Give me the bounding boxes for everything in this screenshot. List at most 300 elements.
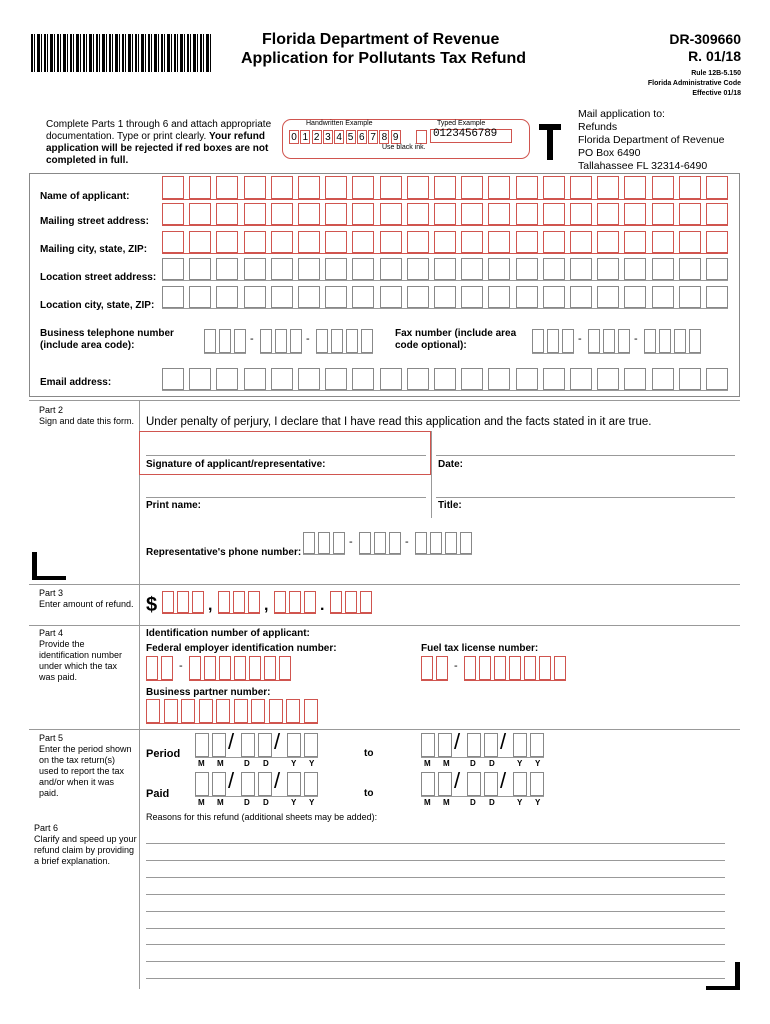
char-box[interactable]: [189, 258, 211, 280]
char-box[interactable]: [316, 329, 328, 353]
handwritten-example-label: Handwritten Example: [306, 120, 373, 127]
char-box[interactable]: [706, 203, 728, 225]
char-box[interactable]: [290, 329, 302, 353]
char-box[interactable]: [162, 176, 184, 199]
char-box[interactable]: [706, 258, 728, 280]
char-box[interactable]: [570, 258, 592, 280]
char-box[interactable]: [562, 329, 574, 353]
char-box[interactable]: [461, 286, 483, 308]
char-box[interactable]: [524, 656, 536, 680]
char-box[interactable]: [271, 368, 293, 390]
date-slash: /: [454, 729, 461, 754]
date-digit-box[interactable]: [530, 733, 544, 757]
char-box[interactable]: [624, 203, 646, 225]
char-box[interactable]: [181, 699, 195, 723]
part3-top-rule: [29, 584, 740, 585]
date-digit-box[interactable]: [484, 772, 498, 796]
char-box[interactable]: [539, 656, 551, 680]
char-box[interactable]: [464, 656, 476, 680]
char-box[interactable]: [516, 176, 538, 199]
char-box[interactable]: [331, 329, 343, 353]
char-box[interactable]: [275, 329, 287, 353]
char-box[interactable]: [162, 258, 184, 280]
char-box[interactable]: [624, 231, 646, 253]
char-box[interactable]: [570, 368, 592, 390]
char-box[interactable]: [421, 656, 433, 680]
char-box[interactable]: [679, 176, 701, 199]
fein-label: Federal employer identification number:: [146, 643, 337, 654]
handwritten-digit: 7: [368, 130, 378, 144]
date-digit-box[interactable]: [513, 733, 527, 757]
char-box[interactable]: [279, 656, 291, 680]
mail-line4: Tallahassee FL 32314-6490: [578, 160, 708, 172]
char-box[interactable]: [597, 176, 619, 199]
char-box[interactable]: [269, 699, 283, 723]
char-box[interactable]: [162, 231, 184, 253]
date-digit-box[interactable]: [195, 733, 209, 757]
box-baseline: [588, 353, 630, 354]
reason-line[interactable]: [146, 860, 725, 861]
char-box[interactable]: [644, 329, 656, 353]
reason-line[interactable]: [146, 961, 725, 962]
date-digit-box[interactable]: [438, 772, 452, 796]
char-box[interactable]: [547, 329, 559, 353]
char-box[interactable]: [216, 286, 238, 308]
date-slash: /: [454, 768, 461, 793]
char-box[interactable]: [161, 656, 173, 680]
char-box[interactable]: [177, 591, 189, 613]
reason-line[interactable]: [146, 911, 725, 912]
char-box[interactable]: [216, 368, 238, 390]
char-box[interactable]: [706, 231, 728, 253]
char-box[interactable]: [244, 231, 266, 253]
char-box[interactable]: [570, 176, 592, 199]
char-box[interactable]: [189, 368, 211, 390]
char-box[interactable]: [434, 286, 456, 308]
char-box[interactable]: [516, 231, 538, 253]
part5-sub4: and/or when it was: [39, 777, 115, 787]
char-box[interactable]: [516, 368, 538, 390]
char-box[interactable]: [298, 258, 320, 280]
char-box[interactable]: [380, 231, 402, 253]
date-digit-box[interactable]: [241, 772, 255, 796]
char-box[interactable]: [244, 258, 266, 280]
char-box[interactable]: [461, 258, 483, 280]
char-box[interactable]: [597, 203, 619, 225]
reason-line[interactable]: [146, 928, 725, 929]
char-box[interactable]: [461, 176, 483, 199]
char-box[interactable]: [434, 368, 456, 390]
reason-line[interactable]: [146, 978, 725, 979]
char-box[interactable]: [706, 368, 728, 390]
part5-title: Part 5: [39, 733, 64, 743]
box-baseline: [162, 280, 728, 281]
char-box[interactable]: [603, 329, 615, 353]
char-box[interactable]: [233, 591, 245, 613]
char-box[interactable]: [624, 368, 646, 390]
date-digit-box[interactable]: [513, 772, 527, 796]
box-baseline: [260, 353, 302, 354]
date-digit-box[interactable]: [241, 733, 255, 757]
char-box[interactable]: [234, 656, 246, 680]
char-box[interactable]: [516, 258, 538, 280]
char-box[interactable]: [325, 231, 347, 253]
char-box[interactable]: [461, 368, 483, 390]
char-box[interactable]: [407, 368, 429, 390]
char-box[interactable]: [345, 591, 357, 613]
char-box[interactable]: [674, 329, 686, 353]
char-box[interactable]: [689, 329, 701, 353]
date-slash: /: [228, 729, 235, 754]
reason-line[interactable]: [146, 894, 725, 895]
char-box[interactable]: [352, 203, 374, 225]
char-box[interactable]: [516, 286, 538, 308]
date-digit-box[interactable]: [258, 733, 272, 757]
char-box[interactable]: [509, 656, 521, 680]
date-digit-box[interactable]: [421, 772, 435, 796]
char-box[interactable]: [189, 176, 211, 199]
char-box[interactable]: [488, 258, 510, 280]
part6-title: Part 6: [34, 823, 59, 833]
box-baseline: [162, 253, 728, 254]
date-format-label: Y: [291, 759, 297, 768]
char-box[interactable]: [543, 203, 565, 225]
dash: -: [578, 333, 582, 345]
char-box[interactable]: [706, 286, 728, 308]
char-box[interactable]: [430, 532, 442, 554]
date-digit-box[interactable]: [484, 733, 498, 757]
char-box[interactable]: [380, 176, 402, 199]
char-box[interactable]: [352, 258, 374, 280]
char-box[interactable]: [260, 329, 272, 353]
char-box[interactable]: [516, 203, 538, 225]
date-format-label: Y: [309, 759, 315, 768]
char-box[interactable]: [164, 699, 178, 723]
dash: -: [634, 333, 638, 345]
char-box[interactable]: [298, 176, 320, 199]
char-box[interactable]: [624, 176, 646, 199]
box-baseline: [303, 554, 345, 555]
char-box[interactable]: [488, 176, 510, 199]
char-box[interactable]: [304, 699, 318, 723]
char-box[interactable]: [189, 286, 211, 308]
char-box[interactable]: [189, 203, 211, 225]
char-box[interactable]: [679, 368, 701, 390]
char-box[interactable]: [570, 203, 592, 225]
date-format-label: D: [244, 759, 250, 768]
period-to: to: [364, 748, 374, 759]
reason-line[interactable]: [146, 843, 725, 844]
handwritten-digit: 3: [323, 130, 333, 144]
char-box[interactable]: [189, 656, 201, 680]
date-digit-box[interactable]: [287, 733, 301, 757]
box-baseline: [146, 680, 173, 681]
char-box[interactable]: [286, 699, 300, 723]
phone-label-line1: Business telephone number: [40, 328, 174, 339]
char-box[interactable]: [488, 286, 510, 308]
date-format-label: M: [198, 798, 205, 807]
char-box[interactable]: [543, 286, 565, 308]
char-box[interactable]: [298, 203, 320, 225]
print-name-label: Print name:: [146, 500, 202, 511]
char-box[interactable]: [325, 258, 347, 280]
date-slash: /: [228, 768, 235, 793]
char-box[interactable]: [162, 368, 184, 390]
char-box[interactable]: [415, 532, 427, 554]
handwritten-digit: 5: [346, 130, 356, 144]
char-box[interactable]: [445, 532, 457, 554]
part4-sub4: was paid.: [39, 672, 78, 682]
char-box[interactable]: [264, 656, 276, 680]
char-box[interactable]: [652, 231, 674, 253]
signature-label: Signature of applicant/representative:: [146, 459, 326, 470]
dash: -: [306, 333, 310, 345]
char-box[interactable]: [271, 203, 293, 225]
char-box[interactable]: [359, 532, 371, 554]
char-box[interactable]: [271, 286, 293, 308]
char-box[interactable]: [488, 203, 510, 225]
char-box[interactable]: [216, 699, 230, 723]
form-title-line2: Application for Pollutants Tax Refund: [241, 50, 527, 67]
part2-subtitle: Sign and date this form.: [39, 416, 135, 426]
char-box[interactable]: [219, 656, 231, 680]
char-box[interactable]: [652, 368, 674, 390]
ink-note: Use black ink.: [382, 144, 426, 151]
char-box[interactable]: [333, 532, 345, 554]
decimal-point: .: [320, 597, 325, 614]
box-baseline: [195, 796, 318, 797]
char-box[interactable]: [298, 231, 320, 253]
instructions-line4: completed in full.: [46, 155, 129, 166]
char-box[interactable]: [659, 329, 671, 353]
char-box[interactable]: [325, 176, 347, 199]
char-box[interactable]: [380, 258, 402, 280]
date-slash: /: [500, 729, 507, 754]
char-box[interactable]: [543, 231, 565, 253]
handwritten-digit: 1: [300, 130, 310, 144]
print-name-line[interactable]: [146, 497, 426, 498]
char-box[interactable]: [407, 203, 429, 225]
char-box[interactable]: [488, 368, 510, 390]
typed-example-box-empty: [416, 130, 427, 144]
box-baseline: [644, 353, 701, 354]
date-format-label: Y: [535, 798, 541, 807]
part5-sub5: paid.: [39, 788, 59, 798]
barcode: [31, 34, 213, 72]
char-box[interactable]: [380, 203, 402, 225]
char-box[interactable]: [248, 591, 260, 613]
period-label: Period: [146, 748, 181, 760]
char-box[interactable]: [597, 231, 619, 253]
char-box[interactable]: [407, 258, 429, 280]
char-box[interactable]: [543, 368, 565, 390]
char-box[interactable]: [234, 329, 246, 353]
date-digit-box[interactable]: [258, 772, 272, 796]
char-box[interactable]: [380, 286, 402, 308]
char-box[interactable]: [271, 231, 293, 253]
char-box[interactable]: [219, 329, 231, 353]
char-box[interactable]: [570, 286, 592, 308]
char-box[interactable]: [330, 591, 342, 613]
date-digit-box[interactable]: [438, 733, 452, 757]
char-box[interactable]: [325, 368, 347, 390]
char-box[interactable]: [380, 368, 402, 390]
char-box[interactable]: [216, 231, 238, 253]
char-box[interactable]: [298, 286, 320, 308]
form-revision: R. 01/18: [688, 48, 741, 64]
char-box[interactable]: [216, 258, 238, 280]
char-box[interactable]: [479, 656, 491, 680]
char-box[interactable]: [652, 286, 674, 308]
char-box[interactable]: [216, 176, 238, 199]
char-box[interactable]: [407, 231, 429, 253]
char-box[interactable]: [679, 231, 701, 253]
char-box[interactable]: [407, 176, 429, 199]
date-format-label: Y: [309, 798, 315, 807]
char-box[interactable]: [192, 591, 204, 613]
fax-label-line1: Fax number (include area: [395, 328, 517, 339]
char-box[interactable]: [271, 176, 293, 199]
char-box[interactable]: [570, 231, 592, 253]
char-box[interactable]: [244, 286, 266, 308]
title-line[interactable]: [436, 497, 735, 498]
box-baseline: [162, 308, 728, 309]
char-box[interactable]: [436, 656, 448, 680]
char-box[interactable]: [461, 231, 483, 253]
char-box[interactable]: [679, 203, 701, 225]
char-box[interactable]: [597, 368, 619, 390]
char-box[interactable]: [554, 656, 566, 680]
char-box[interactable]: [618, 329, 630, 353]
fuel-license-label: Fuel tax license number:: [421, 643, 539, 654]
char-box[interactable]: [434, 176, 456, 199]
char-box[interactable]: [588, 329, 600, 353]
part4-top-rule: [29, 625, 740, 626]
char-box[interactable]: [289, 591, 301, 613]
char-box[interactable]: [652, 176, 674, 199]
date-digit-box[interactable]: [467, 772, 481, 796]
date-digit-box[interactable]: [467, 733, 481, 757]
char-box[interactable]: [461, 203, 483, 225]
char-box[interactable]: [652, 258, 674, 280]
form-title-line1: Florida Department of Revenue: [262, 31, 500, 48]
reason-line[interactable]: [146, 877, 725, 878]
date-digit-box[interactable]: [304, 772, 318, 796]
char-box[interactable]: [460, 532, 472, 554]
char-box[interactable]: [360, 591, 372, 613]
signature-line[interactable]: [146, 455, 426, 456]
box-baseline: [330, 613, 372, 614]
reason-line[interactable]: [146, 944, 725, 945]
char-box[interactable]: [204, 656, 216, 680]
char-box[interactable]: [303, 532, 315, 554]
paid-to: to: [364, 788, 374, 799]
char-box[interactable]: [251, 699, 265, 723]
char-box[interactable]: [271, 258, 293, 280]
part3-title: Part 3: [39, 588, 64, 598]
char-box[interactable]: [244, 203, 266, 225]
char-box[interactable]: [543, 176, 565, 199]
part3-divider: [139, 584, 140, 625]
char-box[interactable]: [434, 203, 456, 225]
char-box[interactable]: [352, 286, 374, 308]
char-box[interactable]: [488, 231, 510, 253]
char-box[interactable]: [434, 258, 456, 280]
char-box[interactable]: [624, 286, 646, 308]
char-box[interactable]: [244, 176, 266, 199]
char-box[interactable]: [244, 368, 266, 390]
corner-mark-bottom-foot: [706, 986, 740, 990]
char-box[interactable]: [146, 656, 158, 680]
char-box[interactable]: [352, 176, 374, 199]
char-box[interactable]: [597, 286, 619, 308]
char-box[interactable]: [652, 203, 674, 225]
date-line[interactable]: [436, 455, 735, 456]
char-box[interactable]: [325, 286, 347, 308]
char-box[interactable]: [361, 329, 373, 353]
handwritten-digit: 6: [357, 130, 367, 144]
char-box[interactable]: [234, 699, 248, 723]
char-box[interactable]: [597, 258, 619, 280]
char-box[interactable]: [679, 286, 701, 308]
char-box[interactable]: [249, 656, 261, 680]
instructions-line2: documentation. Type or print clearly. Your refund: [46, 131, 265, 142]
char-box[interactable]: [706, 176, 728, 199]
char-box[interactable]: [189, 231, 211, 253]
part4-divider: [139, 625, 140, 729]
comma: ,: [208, 597, 213, 614]
char-box[interactable]: [199, 699, 213, 723]
char-box[interactable]: [352, 231, 374, 253]
char-box[interactable]: [389, 532, 401, 554]
date-digit-box[interactable]: [421, 733, 435, 757]
char-box[interactable]: [374, 532, 386, 554]
char-box[interactable]: [318, 532, 330, 554]
char-box[interactable]: [216, 203, 238, 225]
char-box[interactable]: [162, 286, 184, 308]
part5-sub2: on the tax return(s): [39, 755, 116, 765]
date-digit-box[interactable]: [287, 772, 301, 796]
date-digit-box[interactable]: [304, 733, 318, 757]
char-box[interactable]: [407, 286, 429, 308]
char-box[interactable]: [298, 368, 320, 390]
date-digit-box[interactable]: [530, 772, 544, 796]
date-digit-box[interactable]: [195, 772, 209, 796]
char-box[interactable]: [494, 656, 506, 680]
char-box[interactable]: [325, 203, 347, 225]
box-baseline: [415, 554, 472, 555]
char-box[interactable]: [162, 591, 174, 613]
char-box[interactable]: [434, 231, 456, 253]
date-digit-box[interactable]: [212, 772, 226, 796]
char-box[interactable]: [218, 591, 230, 613]
date-digit-box[interactable]: [212, 733, 226, 757]
box-baseline: [421, 757, 544, 758]
char-box[interactable]: [624, 258, 646, 280]
char-box[interactable]: [304, 591, 316, 613]
handwritten-digit: 0: [289, 130, 299, 144]
char-box[interactable]: [274, 591, 286, 613]
char-box[interactable]: [346, 329, 358, 353]
char-box[interactable]: [162, 203, 184, 225]
char-box[interactable]: [204, 329, 216, 353]
typed-example-label: Typed Example: [437, 120, 486, 127]
char-box[interactable]: [532, 329, 544, 353]
char-box[interactable]: [146, 699, 160, 723]
char-box[interactable]: [679, 258, 701, 280]
char-box[interactable]: [352, 368, 374, 390]
char-box[interactable]: [543, 258, 565, 280]
